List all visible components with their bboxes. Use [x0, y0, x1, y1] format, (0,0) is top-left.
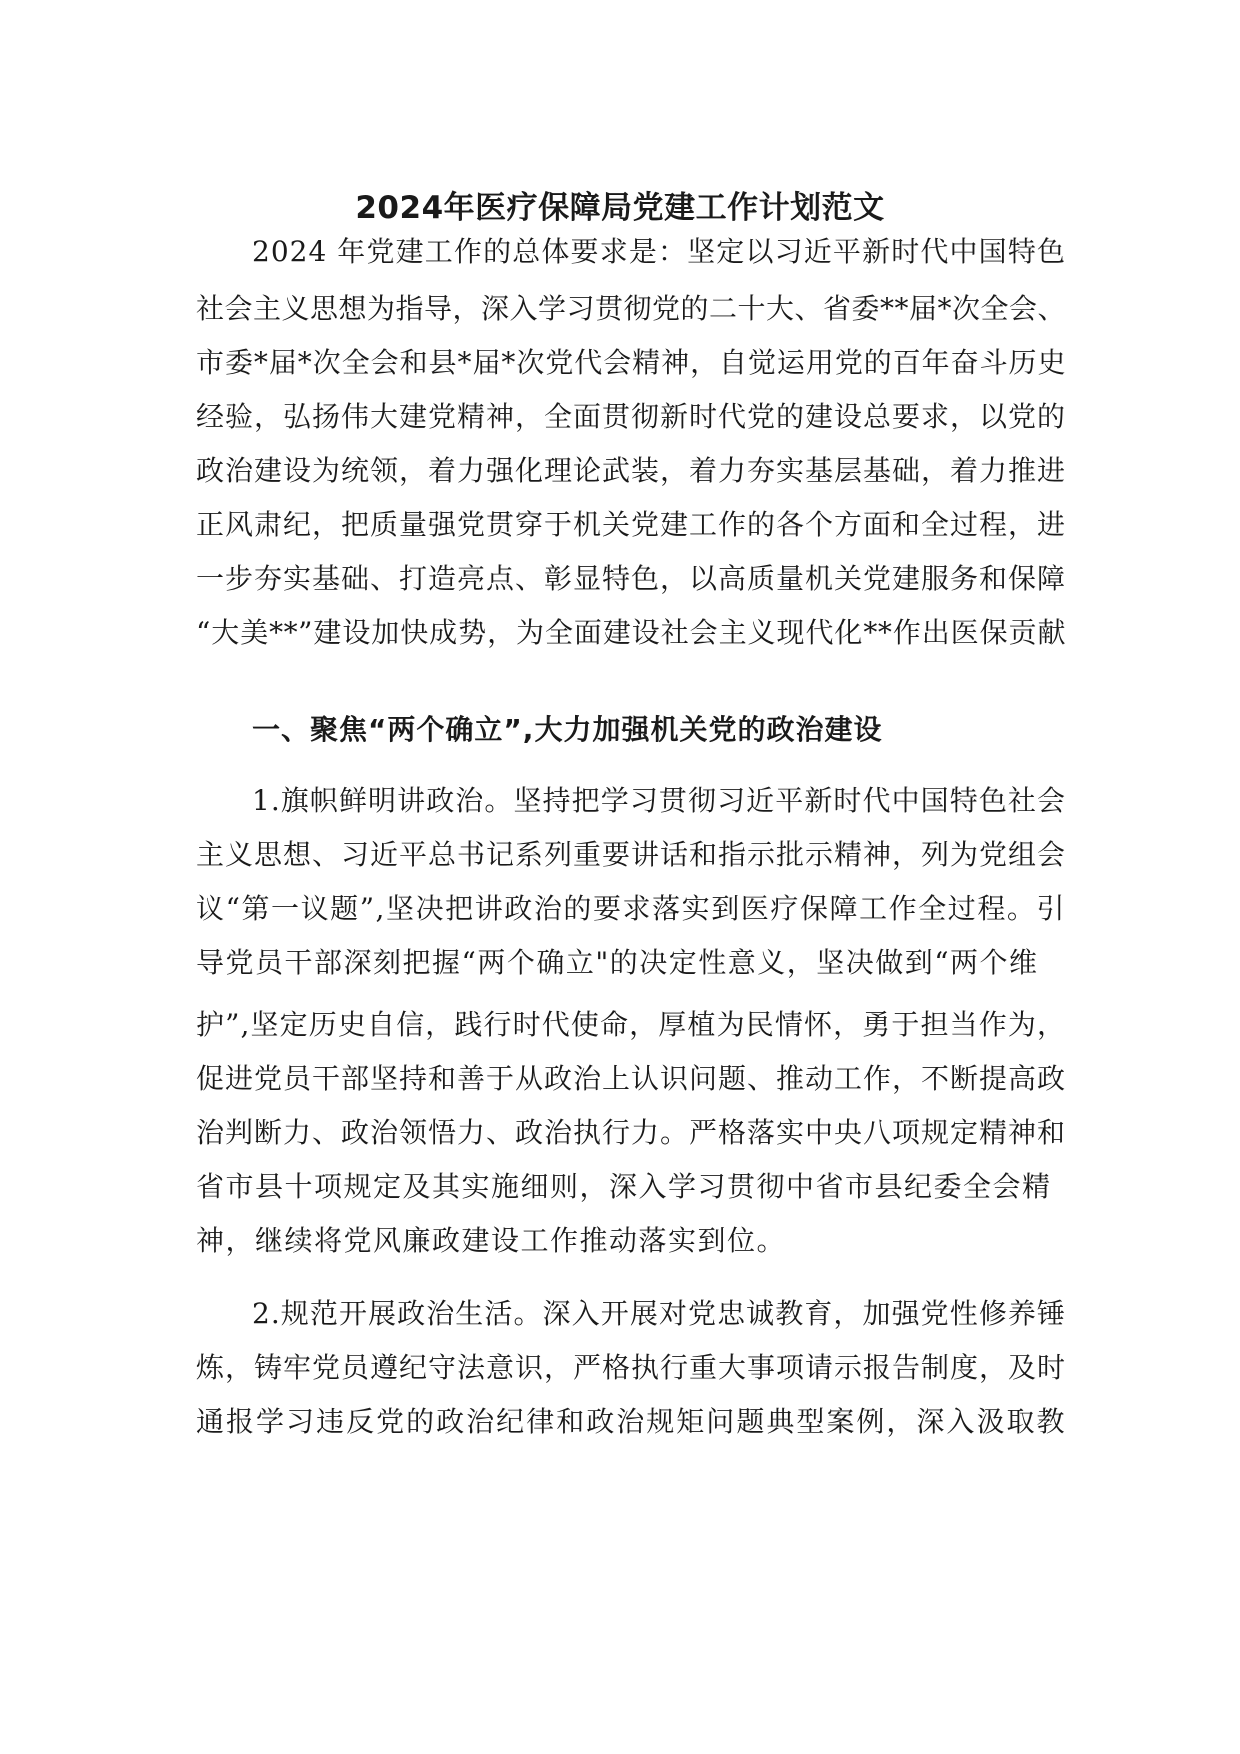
item1-line-9: 神，继续将党风廉政建设工作推动落实到位。: [196, 1224, 787, 1257]
intro-line-3: 市委*届*次全会和县*届*次党代会精神，自觉运用党的百年奋斗历史: [196, 346, 1066, 379]
item1-line-2: 主义思想、习近平总书记系列重要讲话和指示批示精神，列为党组会: [196, 838, 1067, 871]
item1-line-8: 省市县十项规定及其实施细则，深入学习贯彻中省市县纪委全会精: [196, 1170, 1052, 1203]
intro-line-6: 正风肃纪，把质量强党贯穿于机关党建工作的各个方面和全过程，进: [196, 508, 1067, 541]
item1-line-4: 导党员干部深刻把握“两个确立"的决定性意义，坚决做到“两个维: [196, 946, 1039, 979]
document-title: 2024年医疗保障局党建工作计划范文: [355, 190, 885, 226]
intro-line-5: 政治建设为统领，着力强化理论武装，着力夯实基层基础，着力推进: [196, 454, 1067, 487]
intro-line-8: “大美**”建设加快成势，为全面建设社会主义现代化**作出医保贡献: [196, 616, 1066, 649]
item2-line-1: 2.规范开展政治生活。深入开展对党忠诚教育，加强党性修养锤: [252, 1297, 1066, 1330]
intro-line-4: 经验，弘扬伟大建党精神，全面贯彻新时代党的建设总要求，以党的: [196, 400, 1067, 433]
section-heading-1: 一、聚焦“两个确立”,大力加强机关党的政治建设: [252, 713, 883, 746]
item1-line-5: 护”,坚定历史自信，践行时代使命，厚植为民情怀，勇于担当作为，: [196, 1008, 1066, 1041]
item1-line-3: 议“第一议题”,坚决把讲政治的要求落实到医疗保障工作全过程。引: [196, 892, 1066, 925]
item2-line-2: 炼，铸牢党员遵纪守法意识，严格执行重大事项请示报告制度，及时: [196, 1351, 1067, 1384]
intro-line-2: 社会主义思想为指导，深入学习贯彻党的二十大、省委**届*次全会、: [196, 292, 1067, 325]
item1-line-6: 促进党员干部坚持和善于从政治上认识问题、推动工作，不断提高政: [196, 1062, 1067, 1095]
intro-line-1: 2024 年党建工作的总体要求是：坚定以习近平新时代中国特色: [252, 235, 1066, 268]
item1-line-7: 治判断力、政治领悟力、政治执行力。严格落实中央八项规定精神和: [196, 1116, 1067, 1149]
item2-line-3: 通报学习违反党的政治纪律和政治规矩问题典型案例，深入汲取教: [196, 1405, 1066, 1438]
intro-line-7: 一步夯实基础、打造亮点、彰显特色，以高质量机关党建服务和保障: [196, 562, 1067, 595]
item1-line-1: 1.旗帜鲜明讲政治。坚持把学习贯彻习近平新时代中国特色社会: [252, 784, 1066, 817]
